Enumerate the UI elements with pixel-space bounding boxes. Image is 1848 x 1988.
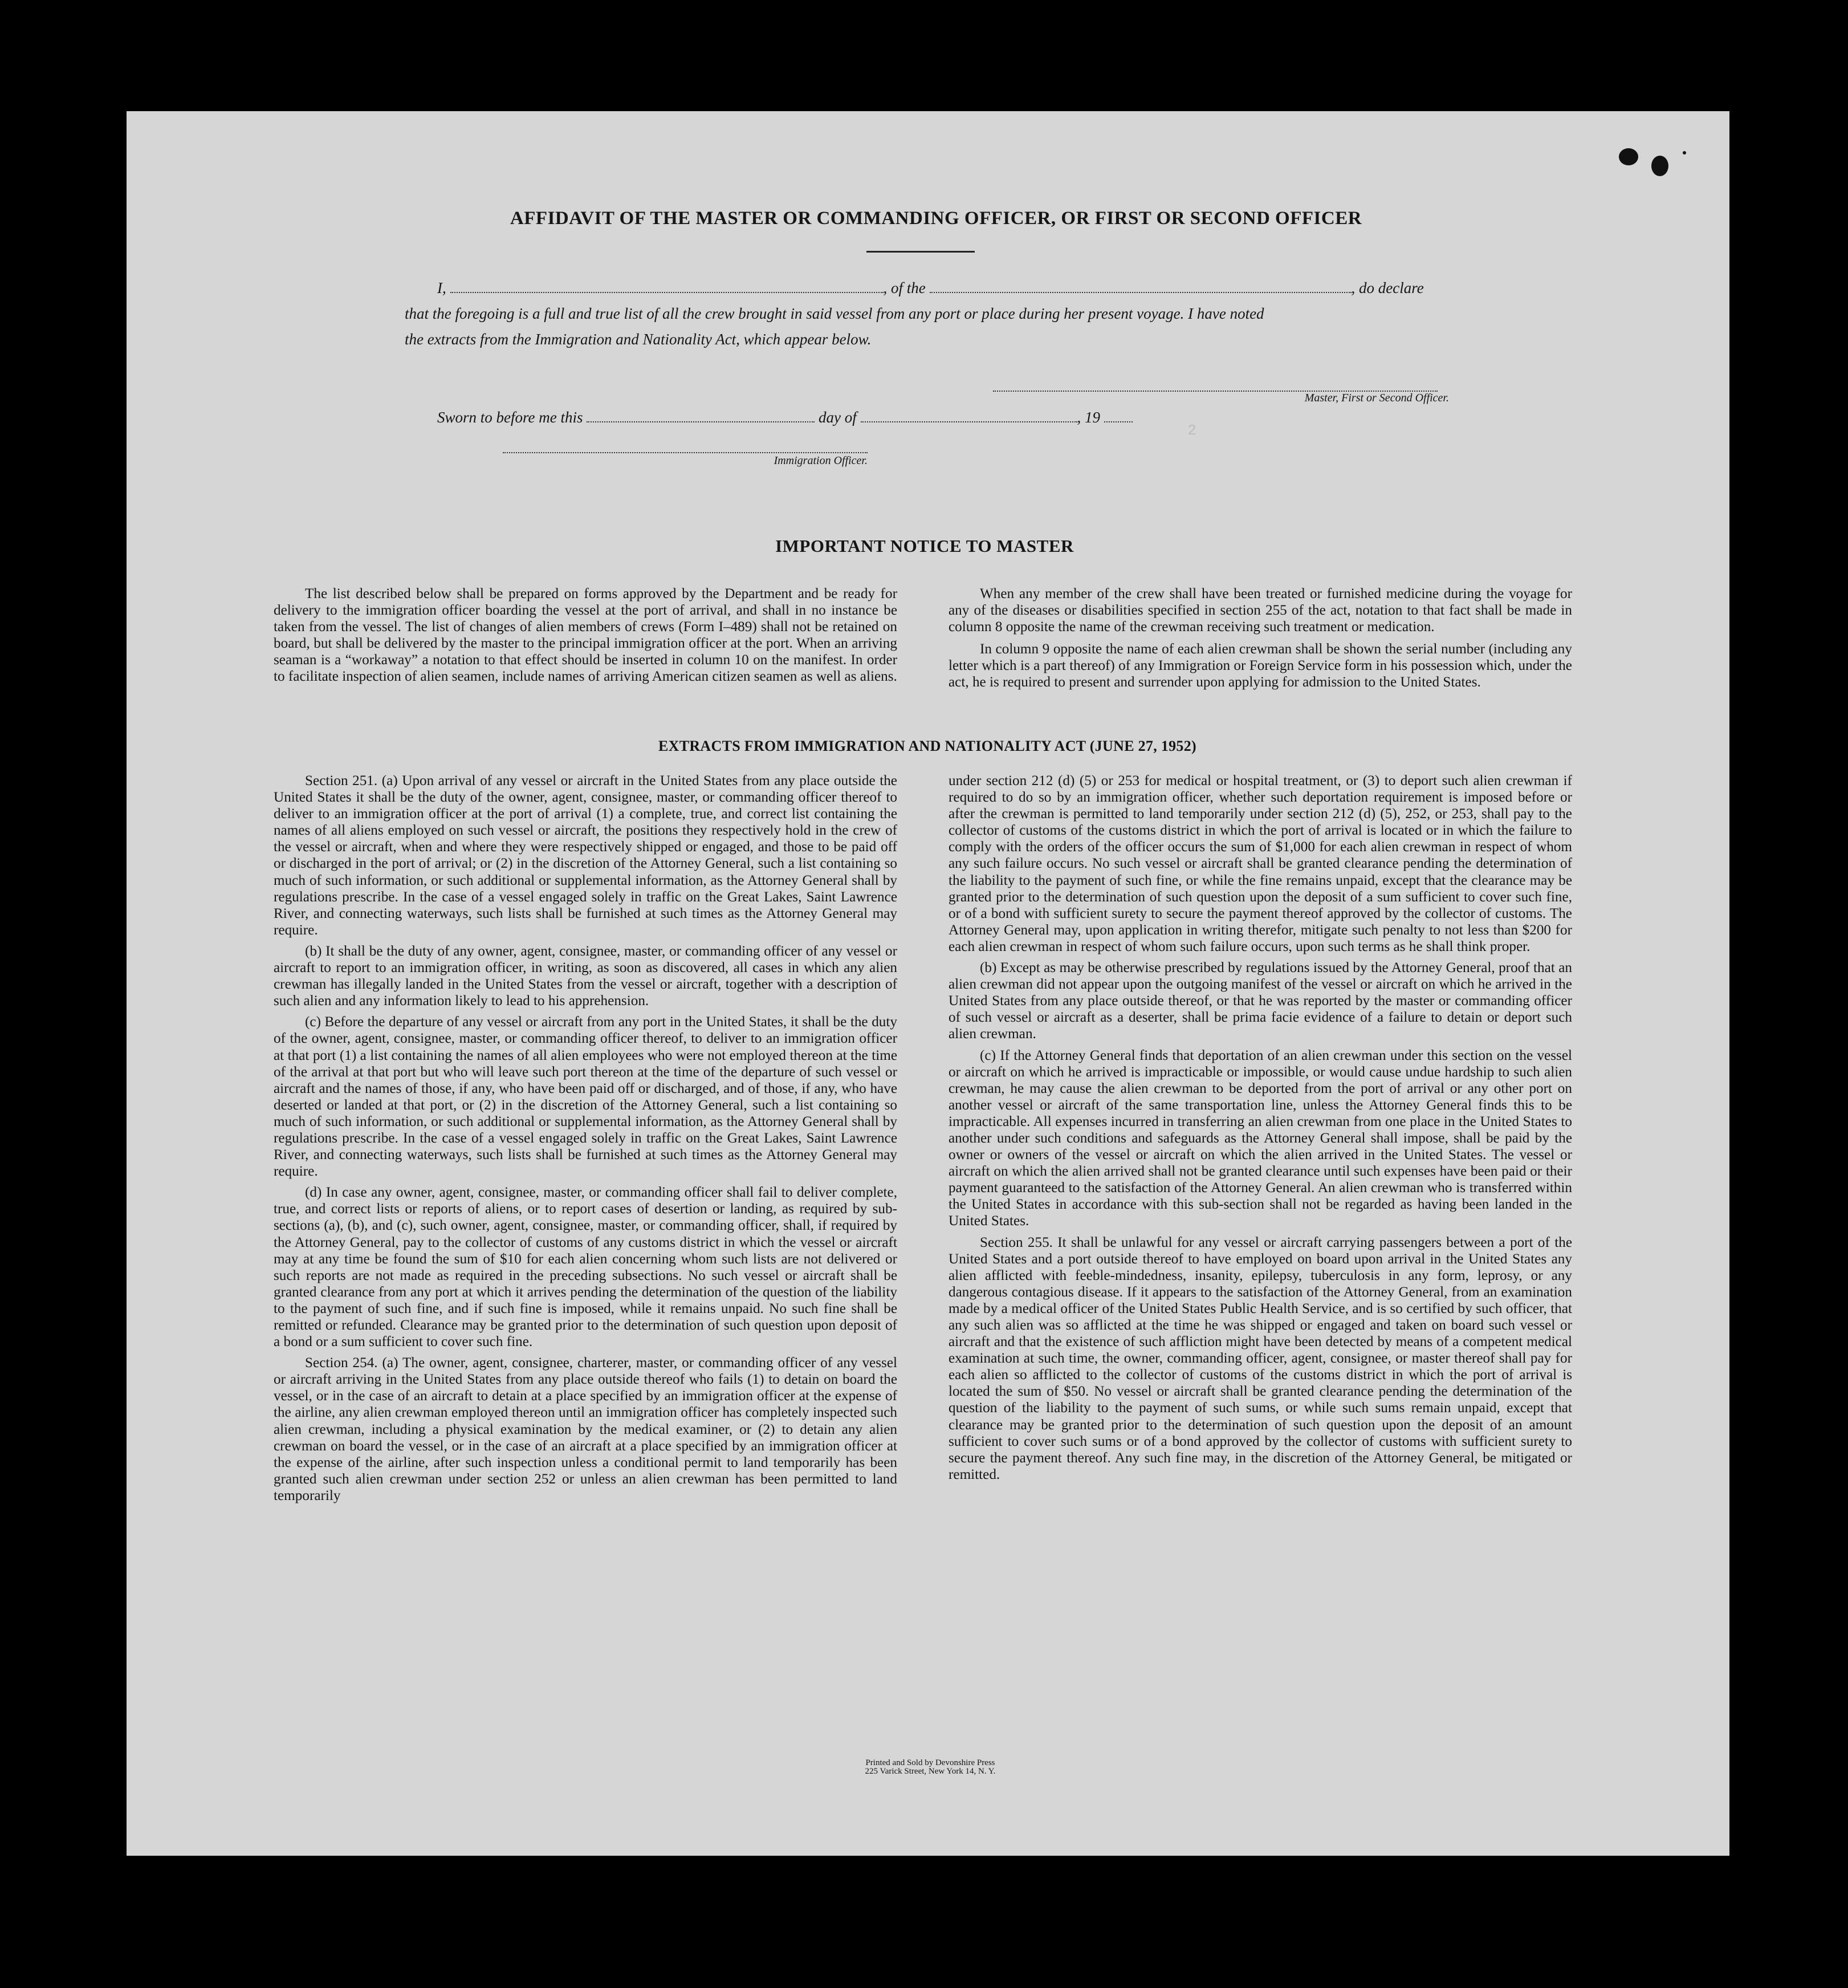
ink-speck	[1619, 148, 1638, 165]
name-field[interactable]	[450, 280, 884, 293]
section-251-a: Section 251. (a) Upon arrival of any vessel or aircraft in the United States from any place outside the United States it shall be the duty of the owner, agent, consignee, master, or commanding officer thereof to deliver to an immigration officer at the port of arrival (1) a complete, true, and correct list containing the names of all aliens employed on such vessel or aircraft, the positions they respectively hold in the crew of the vessel or aircraft, when and where they were respectively shipped or engaged, and those to be paid off or discharged in the port of arrival; or (2) in the discretion of the Attorney General, such a list containing so much of such information, or such additional or supplemental information, as the Attorney General shall by regulations prescribe. In the case of a vessel engaged solely in traffic on the Great Lakes, Saint Lawrence River, and connecting waterways, such lists shall be furnished at such times as the Attorney General may require.	[274, 773, 897, 938]
affidavit-title: AFFIDAVIT OF THE MASTER OR COMMANDING OFFICER, OR FIRST OR SECOND OFFICER	[510, 208, 1362, 229]
sworn-month-field[interactable]	[861, 410, 1077, 422]
statement-line-1: that the foregoing is a full and true list of all the crew brought in said vessel from any port or place during her present voyage. I have noted	[405, 305, 1264, 322]
notice-right-paragraph-1: When any member of the crew shall have been treated or furnished medicine during the voyage for any of the diseases or disabilities specified in section 255 of the act, notation to that fact shall be made in column 8 opposite the name of the crewman receiving such treatment or medication.	[949, 586, 1572, 635]
notice-title: IMPORTANT NOTICE TO MASTER	[775, 536, 1074, 556]
sworn-day-field[interactable]	[587, 410, 815, 422]
vessel-field[interactable]	[930, 280, 1352, 293]
printer-imprint	[754, 1759, 1107, 1776]
sworn-prefix: Sworn to before me this	[437, 409, 583, 426]
extracts-left-column	[274, 773, 897, 1509]
ink-speck	[1683, 151, 1686, 155]
section-251-c: (c) Before the departure of any vessel or aircraft from any port in the United States, it shall be the duty of the owner, agent, consignee, master, or commanding officer thereof, to deliver to an immigration officer at that port (1) a list containing the names of all alien employees who were not employed thereon at the time of the arrival at that port but who will leave such port thereon at the time of the departure of such vessel or aircraft and the names of those, if any, who have been paid off or discharged, and of those, if any, who have deserted or landed at that port, or (2) in the discretion of the Attorney General, such a list containing so much of such information, or such additional or supplemental information, as the Attorney General shall by regulations prescribe. In the case of a vessel engaged solely in traffic on the Great Lakes, Saint Lawrence River, and connecting waterways, such lists shall be furnished at such times as the Attorney General may require.	[274, 1014, 897, 1180]
extracts-right-column	[949, 773, 1572, 1487]
master-signature-field[interactable]	[993, 379, 1438, 392]
section-254-a-continued: under section 212 (d) (5) or 253 for medical or hospital treatment, or (3) to deport such alien crewman if required to do so by an immigration officer, whether such deportation requirement is imposed before or after the crewman is permitted to land temporarily under section 212 (d) (5), 252, or 253, shall pay to the collector of customs of the customs district in which the port of arrival is located or in which the failure to comply with the orders of the officer occurs the sum of $1,000 for each alien crewman in respect of whom any such failure occurs. No such vessel or aircraft shall be granted clearance pending the determination of the liability to the payment of such fine, or while the fine remains unpaid, except that the clearance may be granted prior to the determination of such question upon the deposit of a sum sufficient to cover such fine, or of a bond with sufficient surety to secure the payment thereof approved by the collector of customs. The Attorney General may, upon application in writing therefor, mitigate such penalty to not less than $200 for each alien crewman in respect of whom such failure occurs, upon such terms as he shall think proper.	[949, 773, 1572, 954]
section-254-b: (b) Except as may be otherwise prescribed by regulations issued by the Attorney General, proof that an alien crewman did not appear upon the outgoing manifest of the vessel or aircraft on which he arrived in the United States from any place outside thereof, or that he was reported by the master or commanding officer of such vessel or aircraft as a deserter, shall be prima facie evidence of a failure to detain or deport such alien crewman.	[949, 960, 1572, 1042]
notice-left-paragraph: The list described below shall be prepared on forms approved by the Department and be ready for delivery to the immigration officer boarding the vessel at the port of arrival, and shall in no instance be taken from the vessel. The list of changes of alien members of crews (Form I–489) shall not be retained on board, but shall be delivered by the master to the principal immigration officer at the port. When an arriving seaman is a “workaway” a notation to that effect should be inserted in column 10 on the manifest. In order to facilitate inspection of alien seamen, include names of arriving American citizen seamen as well as aliens.	[274, 586, 897, 685]
section-255: Section 255. It shall be unlawful for any vessel or aircraft carrying passengers between a port of the United States and a port outside thereof to have employed on board upon arrival in the United States any alien afflicted with feeble-mindedness, insanity, epilepsy, tuberculosis in any form, leprosy, or any dangerous contagious disease. If it appears to the satisfaction of the Attorney General, from an examination made by a medical officer of the United States Public Health Service, and is so certified by such officer, that any such alien was so afflicted at the time he was shipped or engaged and taken on board such vessel or aircraft and that the existence of such affliction might have been detected by means of a competent medical examination at such time, the owner, commanding officer, agent, consignee, or master thereof shall pay for each alien so afflicted to the collector of customs of the customs district in which the port of arrival is located the sum of $50. No vessel or aircraft shall be granted clearance pending the determination of the question of the liability to the payment of such sums, or while such sums remain unpaid, except that clearance may be granted prior to the determination of such question upon the deposit of an amount sufficient to cover such sums or of a bond approved by the collector of customs with sufficient surety to secure the payment thereof. Any such fine may, in the discretion of the Attorney General, be mitigated or remitted.	[949, 1234, 1572, 1482]
extracts-title: EXTRACTS FROM IMMIGRATION AND NATIONALITY ACT (JUNE 27, 1952)	[658, 738, 1196, 754]
ink-speck	[1651, 156, 1668, 176]
printer-line-2: 225 Varick Street, New York 14, N. Y.	[865, 1767, 996, 1776]
bleed-through: 2	[1170, 422, 1410, 439]
sworn-day-of: day of	[819, 409, 857, 426]
immigration-officer-label: Immigration Officer.	[774, 454, 868, 467]
notice-right-paragraph-2: In column 9 opposite the name of each alien crewman shall be shown the serial number (including any letter which is a part thereof) of any Immigration or Foreign Service form in his possession which, under the act, he is required to present and surrender upon applying for admission to the United States.	[949, 641, 1572, 690]
section-254-c: (c) If the Attorney General finds that deportation of an alien crewman under this section on the vessel or aircraft on which he arrived is impracticable or impossible, or would cause undue hardship to such alien crewman, he may cause the alien crewman to be deported from the port of arrival or any other port on another vessel or aircraft of the same transportation line, unless the Attorney General finds this to be impracticable. All expenses incurred in transferring an alien crewman from one place in the United States to another under such conditions and safeguards as the Attorney General shall impose, shall be paid by the owner or owners of the vessel or aircraft on which the alien arrived in the United States. The vessel or aircraft on which the alien arrived shall not be granted clearance until such expenses have been paid or their payment guaranteed to the satisfaction of the Attorney General. An alien crewman who is transferred within the United States in accordance with this sub-section shall not be regarded as having been landed in the United States.	[949, 1047, 1572, 1229]
statement-line-2: the extracts from the Immigration and Nationality Act, which appear below.	[405, 331, 872, 348]
sworn-line	[437, 409, 1406, 426]
notice-right-column	[949, 586, 1572, 696]
sworn-year-field[interactable]	[1104, 410, 1133, 422]
notice-left-column	[274, 586, 897, 690]
section-251-b: (b) It shall be the duty of any owner, agent, consignee, master, or commanding officer of any vessel or aircraft to report to an immigration officer, in writing, as soon as discovered, all cases in which any alien crewman has illegally landed in the United States from the vessel or aircraft, together with a description of such alien and any information likely to lead to his apprehension.	[274, 943, 897, 1009]
document-page	[127, 111, 1729, 1856]
printer-line-1: Printed and Sold by Devonshire Press	[865, 1758, 995, 1767]
declaration-end: , do declare	[1351, 279, 1424, 296]
declaration-start: I,	[437, 279, 446, 296]
sworn-year: , 19	[1077, 409, 1100, 426]
section-251-d: (d) In case any owner, agent, consignee, master, or commanding officer shall fail to deliver complete, true, and correct lists or reports of aliens, or to report cases of desertion or landing, as required by sub-sections (a), (b), and (c), such owner, agent, consignee, master, or commanding officer, shall, if required by the Attorney General, pay to the collector of customs of any customs district in which the vessel or aircraft may at any time be found the sum of $10 for each alien concerning whom such lists are not delivered or such reports are not made as required in the preceding subsections. No such vessel or aircraft shall be granted clearance from any port at which it arrives pending the determination of the question of the liability to the payment of such fine, and if such fine is imposed, while it remains unpaid. No such fine shall be remitted or refunded. Clearance may be granted prior to the determination of such question upon deposit of a bond or a sum sufficient to cover such fine.	[274, 1185, 897, 1350]
section-254-a: Section 254. (a) The owner, agent, consignee, charterer, master, or commanding officer of any vessel or aircraft arriving in the United States from any place outside thereof who fails (1) to detain on board the vessel, or in the case of an aircraft to detain at a place specified by an immigration officer at the expense of the airline, any alien crewman employed thereon until an immigration officer has completely inspected such alien crewman, including a physical examination by the medical examiner, or (2) to detain any alien crewman on board the vessel, or in the case of an aircraft at a place specified by an immigration officer at the expense of the airline, after such inspection unless a conditional permit to land temporarily has been granted such alien crewman under section 252 or unless an alien crewman has been permitted to land temporarily	[274, 1355, 897, 1503]
immigration-officer-signature-field[interactable]	[503, 441, 868, 453]
master-signature-label: Master, First or Second Officer.	[1304, 392, 1449, 404]
title-underline	[866, 251, 975, 253]
declaration-of-the: , of the	[883, 279, 926, 296]
declaration-line	[437, 279, 1577, 297]
